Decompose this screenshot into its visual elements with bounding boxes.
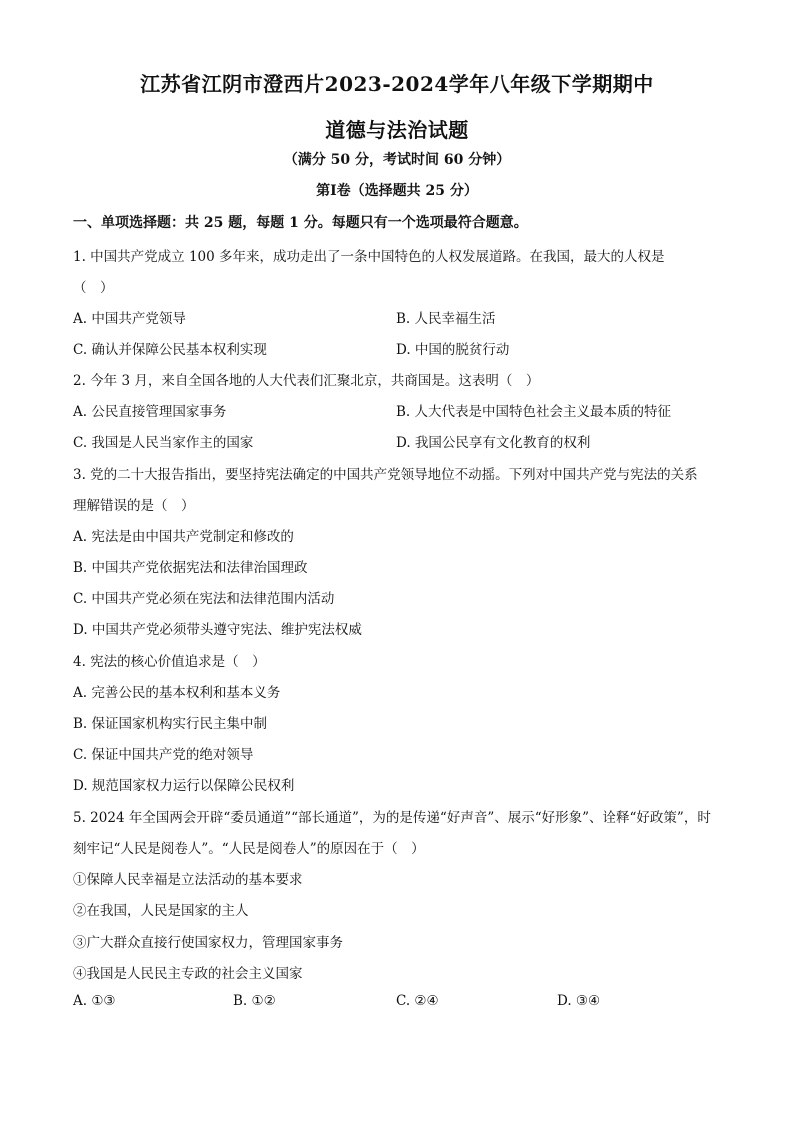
exam-title-line1: 江苏省江阴市澄西片2023-2024学年八年级下学期期中 xyxy=(140,72,654,96)
section-heading: 一、单项选择题：共 25 题，每题 1 分。每题只有一个选项最符合题意。 xyxy=(73,215,528,231)
option-b: B. 人民幸福生活 xyxy=(396,311,496,327)
option-a: A. ①③ xyxy=(73,993,116,1009)
statement-3: ③广大群众直接行使国家权力，管理国家事务 xyxy=(73,935,343,951)
option-c: C. 我国是人民当家作主的国家 xyxy=(73,435,254,451)
option-a: A. 宪法是由中国共产党制定和修改的 xyxy=(73,529,294,545)
option-a: A. 完善公民的基本权利和基本义务 xyxy=(73,685,281,701)
volume-title: 第Ⅰ卷（选择题共 25 分） xyxy=(316,183,478,199)
option-a: A. 公民直接管理国家事务 xyxy=(73,404,227,420)
option-b: B. ①② xyxy=(233,993,276,1009)
option-c: C. ②④ xyxy=(396,993,439,1009)
question-stem: 刻牢记“人民是阅卷人”。“人民是阅卷人”的原因在于（ ） xyxy=(73,841,425,857)
option-d: D. ③④ xyxy=(557,993,601,1009)
statement-4: ④我国是人民民主专政的社会主义国家 xyxy=(73,966,303,982)
option-b: B. 人大代表是中国特色社会主义最本质的特征 xyxy=(396,404,672,420)
option-c: C. 中国共产党必须在宪法和法律范围内活动 xyxy=(73,591,335,607)
option-a: A. 中国共产党领导 xyxy=(73,311,186,327)
exam-title-line2: 道德与法治试题 xyxy=(325,118,469,142)
statement-1: ①保障人民幸福是立法活动的基本要求 xyxy=(73,872,303,888)
question-stem: （ ） xyxy=(73,280,114,296)
question-stem: 2. 今年 3 月，来自全国各地的人大代表们汇聚北京，共商国是。这表明（ ） xyxy=(73,373,540,389)
statement-2: ②在我国，人民是国家的主人 xyxy=(73,903,249,919)
option-c: C. 确认并保障公民基本权利实现 xyxy=(73,342,267,358)
option-d: D. 我国公民享有文化教育的权利 xyxy=(396,435,591,451)
option-d: D. 中国共产党必须带头遵守宪法、维护宪法权威 xyxy=(73,622,362,638)
option-c: C. 保证中国共产党的绝对领导 xyxy=(73,747,254,763)
question-stem: 1. 中国共产党成立 100 多年来，成功走出了一条中国特色的人权发展道路。在我国，最大的人权是 xyxy=(73,249,665,265)
question-stem: 理解错误的是（ ） xyxy=(73,498,195,514)
question-stem: 4. 宪法的核心价值追求是（ ） xyxy=(73,654,266,670)
option-b: B. 中国共产党依据宪法和法律治国理政 xyxy=(73,560,308,576)
option-d: D. 中国的脱贫行动 xyxy=(396,342,510,358)
question-stem: 3. 党的二十大报告指出，要坚持宪法确定的中国共产党领导地位不动摇。下列对中国共产党与宪法的关系 xyxy=(73,467,698,483)
question-stem: 5. 2024 年全国两会开辟“委员通道”“部长通道”，为的是传递“好声音”、展示“好形象”、诠释“好政策”，时 xyxy=(73,810,711,826)
exam-info: （满分 50 分，考试时间 60 分钟） xyxy=(283,152,511,168)
option-b: B. 保证国家机构实行民主集中制 xyxy=(73,716,268,732)
option-d: D. 规范国家权力运行以保障公民权利 xyxy=(73,778,295,794)
